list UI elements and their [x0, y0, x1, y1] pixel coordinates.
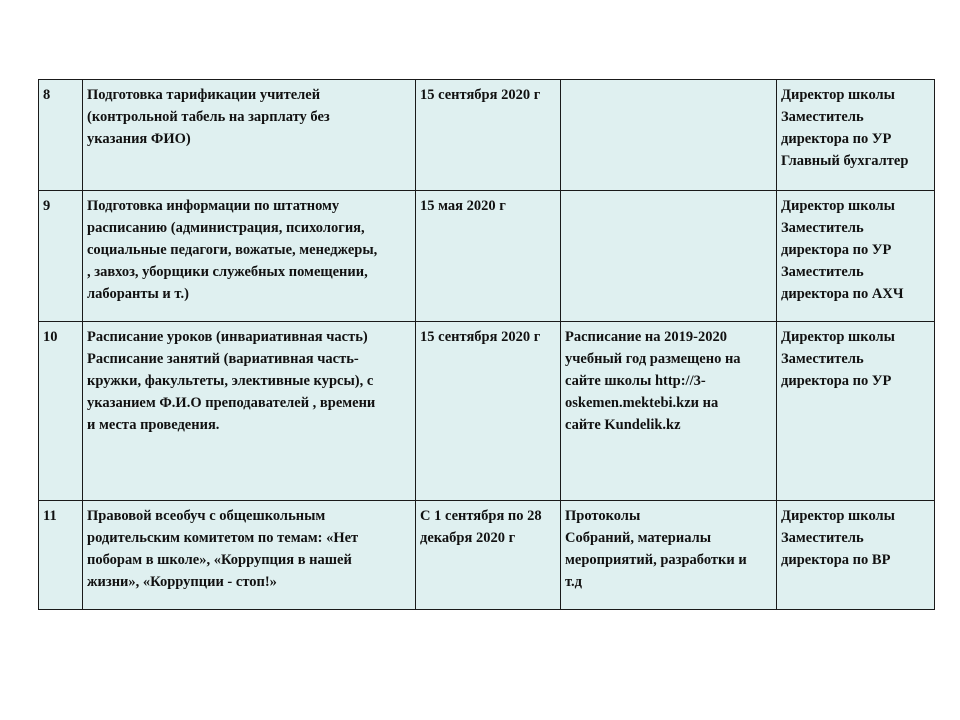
responsible-line: Заместитель — [781, 351, 864, 367]
row-number-cell — [39, 501, 83, 610]
task-line: поборам в школе», «Коррупция в нашей — [87, 552, 352, 568]
task-line: расписанию (администрация, психология, — [87, 220, 365, 236]
date-line: С 1 сентября по 28 — [420, 508, 542, 524]
row-number: 9 — [43, 198, 51, 214]
responsible-cell — [777, 322, 935, 501]
responsible-line: Главный бухгалтер — [781, 153, 909, 169]
date-line: 15 сентября 2020 г — [420, 87, 541, 103]
result-line: oskemen.mektebi.kzи на — [565, 395, 719, 411]
task-line: родительским комитетом по темам: «Нет — [87, 530, 359, 546]
task-line: лаборанты и т.) — [87, 286, 189, 302]
responsible-line: Директор школы — [781, 329, 895, 345]
table-row — [39, 322, 935, 501]
task-line: Расписание уроков (инвариативная часть) — [87, 329, 368, 345]
date-cell — [416, 80, 561, 191]
responsible-line: директора по УР — [781, 373, 892, 389]
result-line: Расписание на 2019-2020 — [565, 329, 727, 345]
responsible-line: директора по УР — [781, 242, 892, 258]
task-line: Подготовка тарификации учителей — [87, 87, 321, 103]
result-line: учебный год размещено на — [565, 351, 741, 367]
responsible-line: Заместитель — [781, 109, 864, 125]
row-number-cell — [39, 191, 83, 322]
task-cell — [83, 501, 416, 610]
date-line: 15 сентября 2020 г — [420, 329, 541, 345]
result-line: т.д — [565, 574, 582, 590]
task-line: указанием Ф.И.О преподавателей , времени — [87, 395, 376, 411]
responsible-cell — [777, 80, 935, 191]
table-row — [39, 501, 935, 610]
row-number: 11 — [43, 508, 57, 524]
row-number-cell — [39, 322, 83, 501]
responsible-cell — [777, 501, 935, 610]
result-cell — [561, 80, 777, 191]
responsible-line: директора по УР — [781, 131, 892, 147]
task-cell — [83, 191, 416, 322]
date-cell — [416, 191, 561, 322]
result-line: Собраний, материалы — [565, 530, 712, 546]
result-line: Протоколы — [565, 508, 641, 524]
task-line: жизни», «Коррупции - стоп!» — [87, 574, 277, 590]
responsible-line: Заместитель — [781, 220, 864, 236]
table-row — [39, 191, 935, 322]
task-line: , завхоз, уборщики служебных помещении, — [87, 264, 368, 280]
result-cell — [561, 322, 777, 501]
plan-table-body — [39, 80, 935, 610]
task-line: Подготовка информации по штатному — [87, 198, 340, 214]
date-line: декабря 2020 г — [420, 530, 516, 546]
responsible-line: Директор школы — [781, 508, 895, 524]
responsible-line: Директор школы — [781, 198, 895, 214]
task-line: Расписание занятий (вариативная часть- — [87, 351, 359, 367]
table-row — [39, 80, 935, 191]
result-cell — [561, 501, 777, 610]
date-cell — [416, 322, 561, 501]
responsible-line: директора по АХЧ — [781, 286, 904, 302]
result-line: сайте Kundelik.kz — [565, 417, 681, 433]
task-line: указания ФИО) — [87, 131, 191, 147]
task-line: (контрольной табель на зарплату без — [87, 109, 330, 125]
date-line: 15 мая 2020 г — [420, 198, 506, 214]
plan-table — [38, 79, 935, 610]
responsible-cell — [777, 191, 935, 322]
row-number-cell — [39, 80, 83, 191]
task-line: и места проведения. — [87, 417, 220, 433]
result-line: мероприятий, разработки и — [565, 552, 747, 568]
task-cell — [83, 80, 416, 191]
responsible-line: Директор школы — [781, 87, 895, 103]
responsible-line: Заместитель — [781, 264, 864, 280]
result-cell — [561, 191, 777, 322]
task-line: кружки, факультеты, элективные курсы), с — [87, 373, 374, 389]
task-cell — [83, 322, 416, 501]
result-line: сайте школы http://3- — [565, 373, 706, 389]
responsible-line: Заместитель — [781, 530, 864, 546]
responsible-line: директора по ВР — [781, 552, 891, 568]
row-number: 8 — [43, 87, 51, 103]
date-cell — [416, 501, 561, 610]
row-number: 10 — [43, 329, 58, 345]
task-line: социальные педагоги, вожатые, менеджеры, — [87, 242, 378, 258]
task-line: Правовой всеобуч с общешкольным — [87, 508, 326, 524]
